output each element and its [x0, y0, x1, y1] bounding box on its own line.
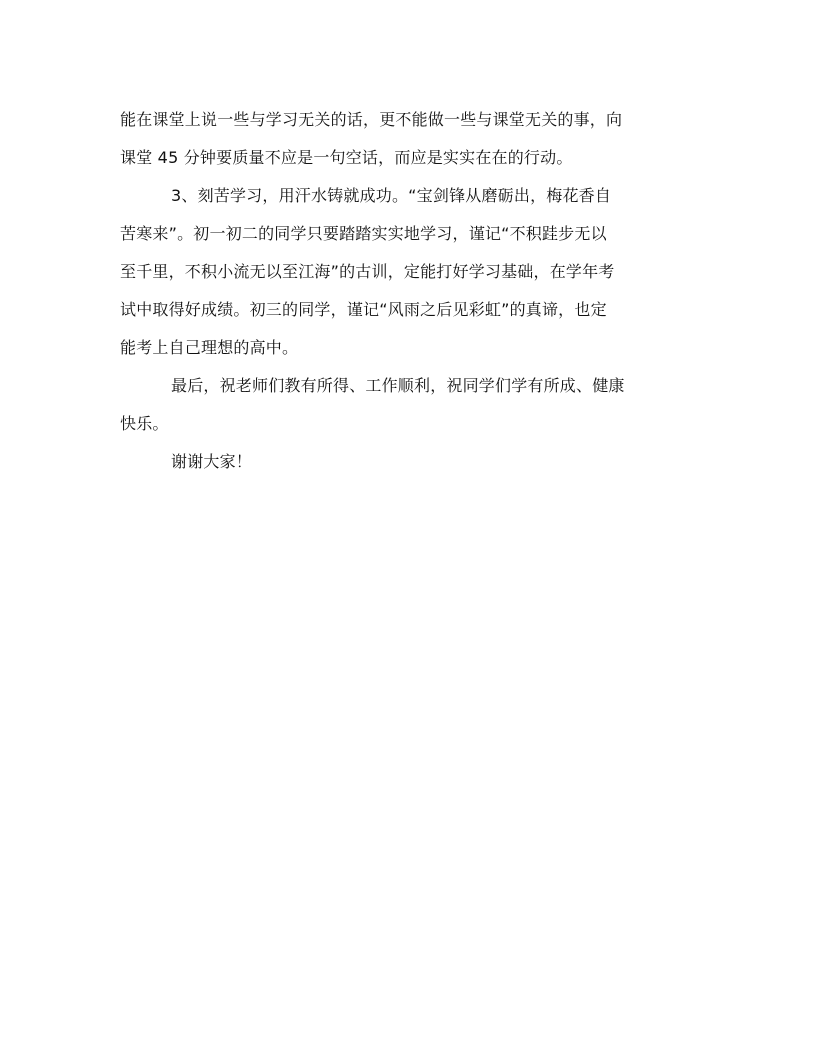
text-line: 试中取得好成绩。初三的同学，谨记“风雨之后见彩虹”的真谛，也定	[120, 300, 607, 319]
paragraph-classroom-discipline	[120, 101, 696, 177]
document-body	[120, 101, 696, 481]
text-line: 最后，祝老师们教有所得、工作顺利，祝同学们学有所成、健康	[171, 376, 625, 395]
text-line: 至千里，不积小流无以至江海”的古训，定能打好学习基础，在学年考	[120, 262, 615, 281]
paragraph-hard-study	[120, 177, 696, 367]
paragraph-closing-wishes	[120, 367, 696, 443]
text-line: 谢谢大家！	[171, 452, 253, 471]
text-line: 课堂 45 分钟要质量不应是一句空话，而应是实实在在的行动。	[120, 148, 573, 167]
text-line: 苦寒来”。初一初二的同学只要踏踏实实地学习，谨记“不积跬步无以	[120, 224, 607, 243]
text-line: 3、刻苦学习，用汗水铸就成功。“宝剑锋从磨砺出，梅花香自	[171, 186, 612, 205]
paragraph-thanks	[120, 443, 696, 481]
text-line: 能在课堂上说一些与学习无关的话，更不能做一些与课堂无关的事，向	[120, 110, 623, 129]
text-line: 能考上自己理想的高中。	[120, 338, 299, 357]
text-line: 快乐。	[120, 414, 169, 433]
